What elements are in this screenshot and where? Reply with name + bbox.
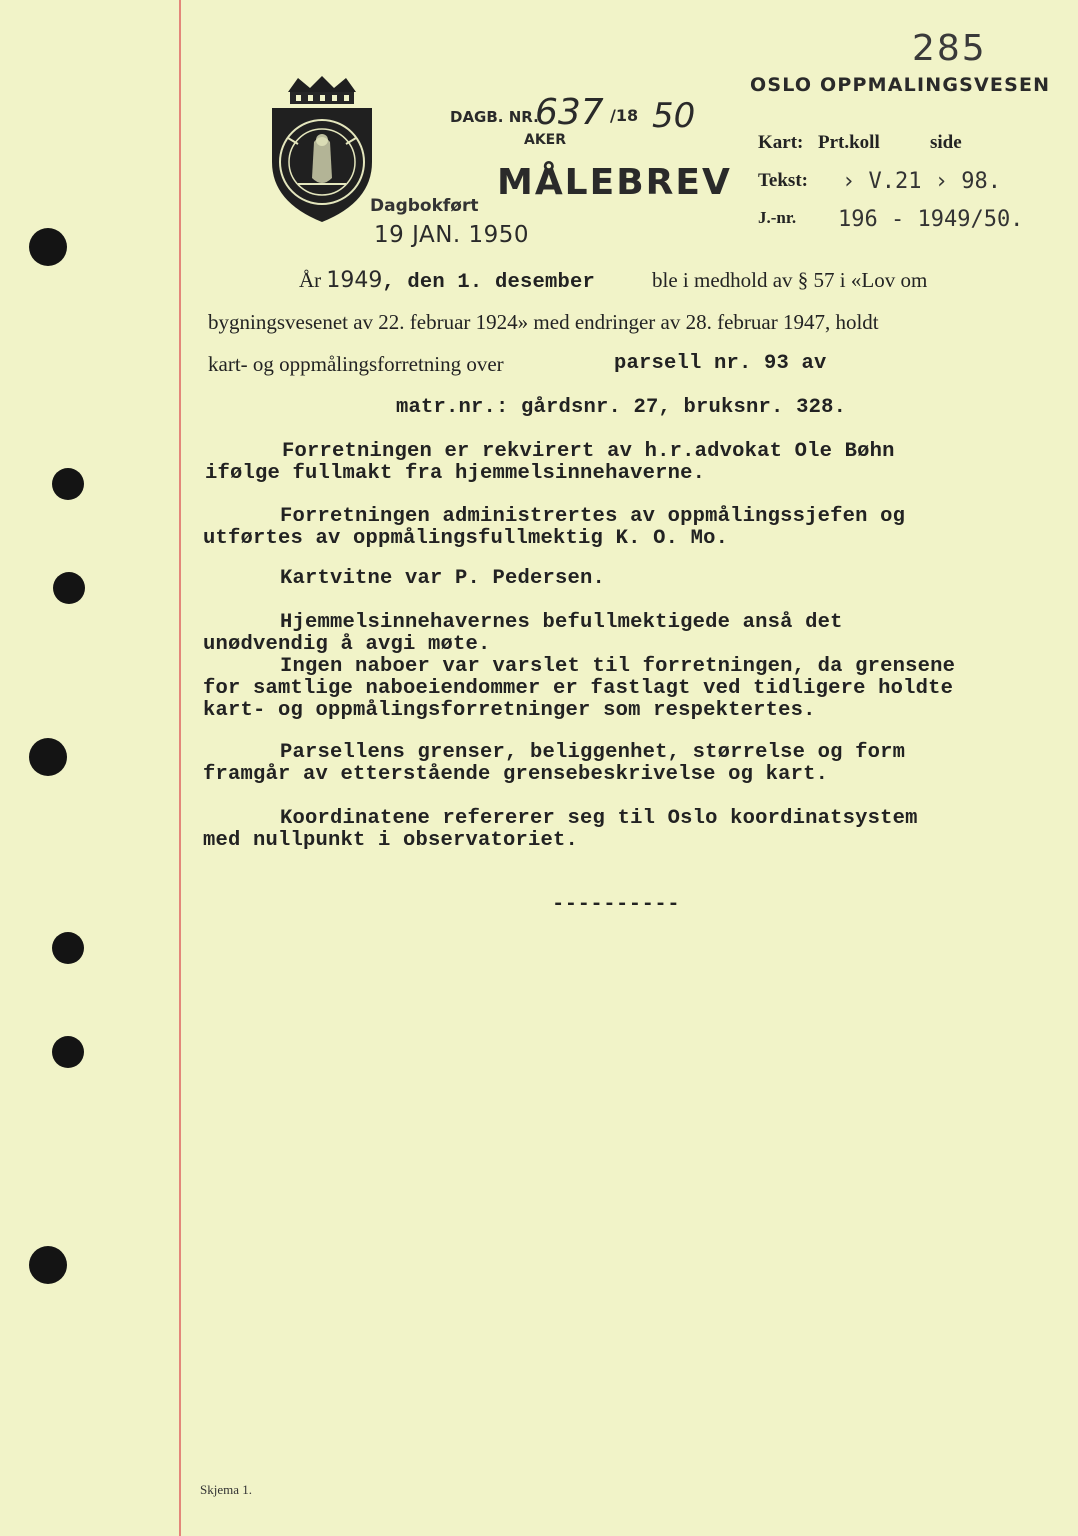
punch-hole bbox=[52, 468, 84, 500]
oslo-seal-icon bbox=[258, 74, 386, 224]
paragraph-line: Hjemmelsinnehavernes befullmektigede anså det bbox=[205, 611, 843, 634]
document-title: MÅLEBREV bbox=[497, 162, 732, 203]
dagbok-number: 637 bbox=[535, 92, 604, 133]
punch-hole bbox=[29, 738, 67, 776]
punch-hole bbox=[52, 932, 84, 964]
punch-hole bbox=[52, 1036, 84, 1068]
paragraph-line: for samtlige naboeiendommer er fastlagt ved tidligere holdte bbox=[203, 677, 954, 700]
intro-date: , den 1. desember bbox=[382, 271, 595, 294]
paragraph-line: Ingen naboer var varslet til forretningen, da grensene bbox=[205, 655, 956, 678]
separator-dashes: ---------- bbox=[552, 893, 681, 916]
punch-hole bbox=[53, 572, 85, 604]
paragraph-line: Forretningen administrertes av oppmålingssjefen og bbox=[205, 505, 906, 528]
paragraph-line: framgår av etterstående grensebeskrivelse og kart. bbox=[203, 763, 829, 786]
paragraph-line: utførtes av oppmålingsfullmektig K. O. Mo. bbox=[203, 527, 729, 550]
tekst-label: Tekst: bbox=[758, 170, 808, 191]
intro-line-1 bbox=[299, 268, 595, 294]
dagbok-label: DAGB. NR. bbox=[450, 108, 539, 126]
side-label: side bbox=[930, 132, 962, 153]
agency-name: OSLO OPPMALINGSVESEN bbox=[750, 74, 1051, 96]
paragraph-line: Koordinatene refererer seg til Oslo koordinatsystem bbox=[205, 807, 918, 830]
margin-line bbox=[179, 0, 181, 1536]
aar-label: År bbox=[299, 268, 322, 292]
kart-label: Kart: bbox=[758, 132, 804, 153]
paragraph-line: unødvendig å avgi møte. bbox=[203, 633, 491, 656]
paragraph-line: med nullpunkt i observatoriet. bbox=[203, 829, 579, 852]
prtkoll-label: Prt.koll bbox=[818, 132, 880, 153]
intro-line-3-print: kart- og oppmålingsforretning over bbox=[208, 352, 504, 376]
dagbok-separator: /18 bbox=[610, 106, 639, 125]
paragraph-line: Kartvitne var P. Pedersen. bbox=[205, 567, 606, 590]
jnr-label: J.-nr. bbox=[758, 208, 797, 227]
paragraph-line: kart- og oppmålingsforretninger som respektertes. bbox=[203, 699, 816, 722]
dagbokfort-stamp: Dagbokført bbox=[370, 196, 479, 216]
paragraph-line: Parsellens grenser, beliggenhet, størrelse og form bbox=[205, 741, 906, 764]
stamp-date: 19 JAN. 1950 bbox=[374, 222, 530, 248]
footer-form-label: Skjema 1. bbox=[200, 1482, 252, 1497]
intro-line-2: bygningsvesenet av 22. februar 1924» med endringer av 28. februar 1947, holdt bbox=[208, 310, 879, 334]
punch-hole bbox=[29, 1246, 67, 1284]
punch-hole bbox=[29, 228, 67, 266]
intro-line-1-rest: ble i medhold av § 57 i «Lov om bbox=[652, 268, 928, 292]
page-number: 285 bbox=[912, 28, 987, 69]
aar-value: 1949 bbox=[326, 268, 383, 293]
district-label: AKER bbox=[524, 132, 567, 148]
paragraph-line: ifølge fullmakt fra hjemmelsinnehaverne. bbox=[205, 462, 706, 485]
intro-line-3-typed: parsell nr. 93 av bbox=[614, 352, 827, 375]
jnr-value: 196 - 1949/50. bbox=[838, 207, 1024, 232]
dagbok-year: 50 bbox=[652, 96, 696, 136]
paragraph-line: Forretningen er rekvirert av h.r.advokat Ole Bøhn bbox=[207, 440, 895, 463]
tekst-value: › V.21 › 98. bbox=[842, 169, 1001, 194]
intro-line-4: matr.nr.: gårdsnr. 27, bruksnr. 328. bbox=[396, 396, 847, 419]
